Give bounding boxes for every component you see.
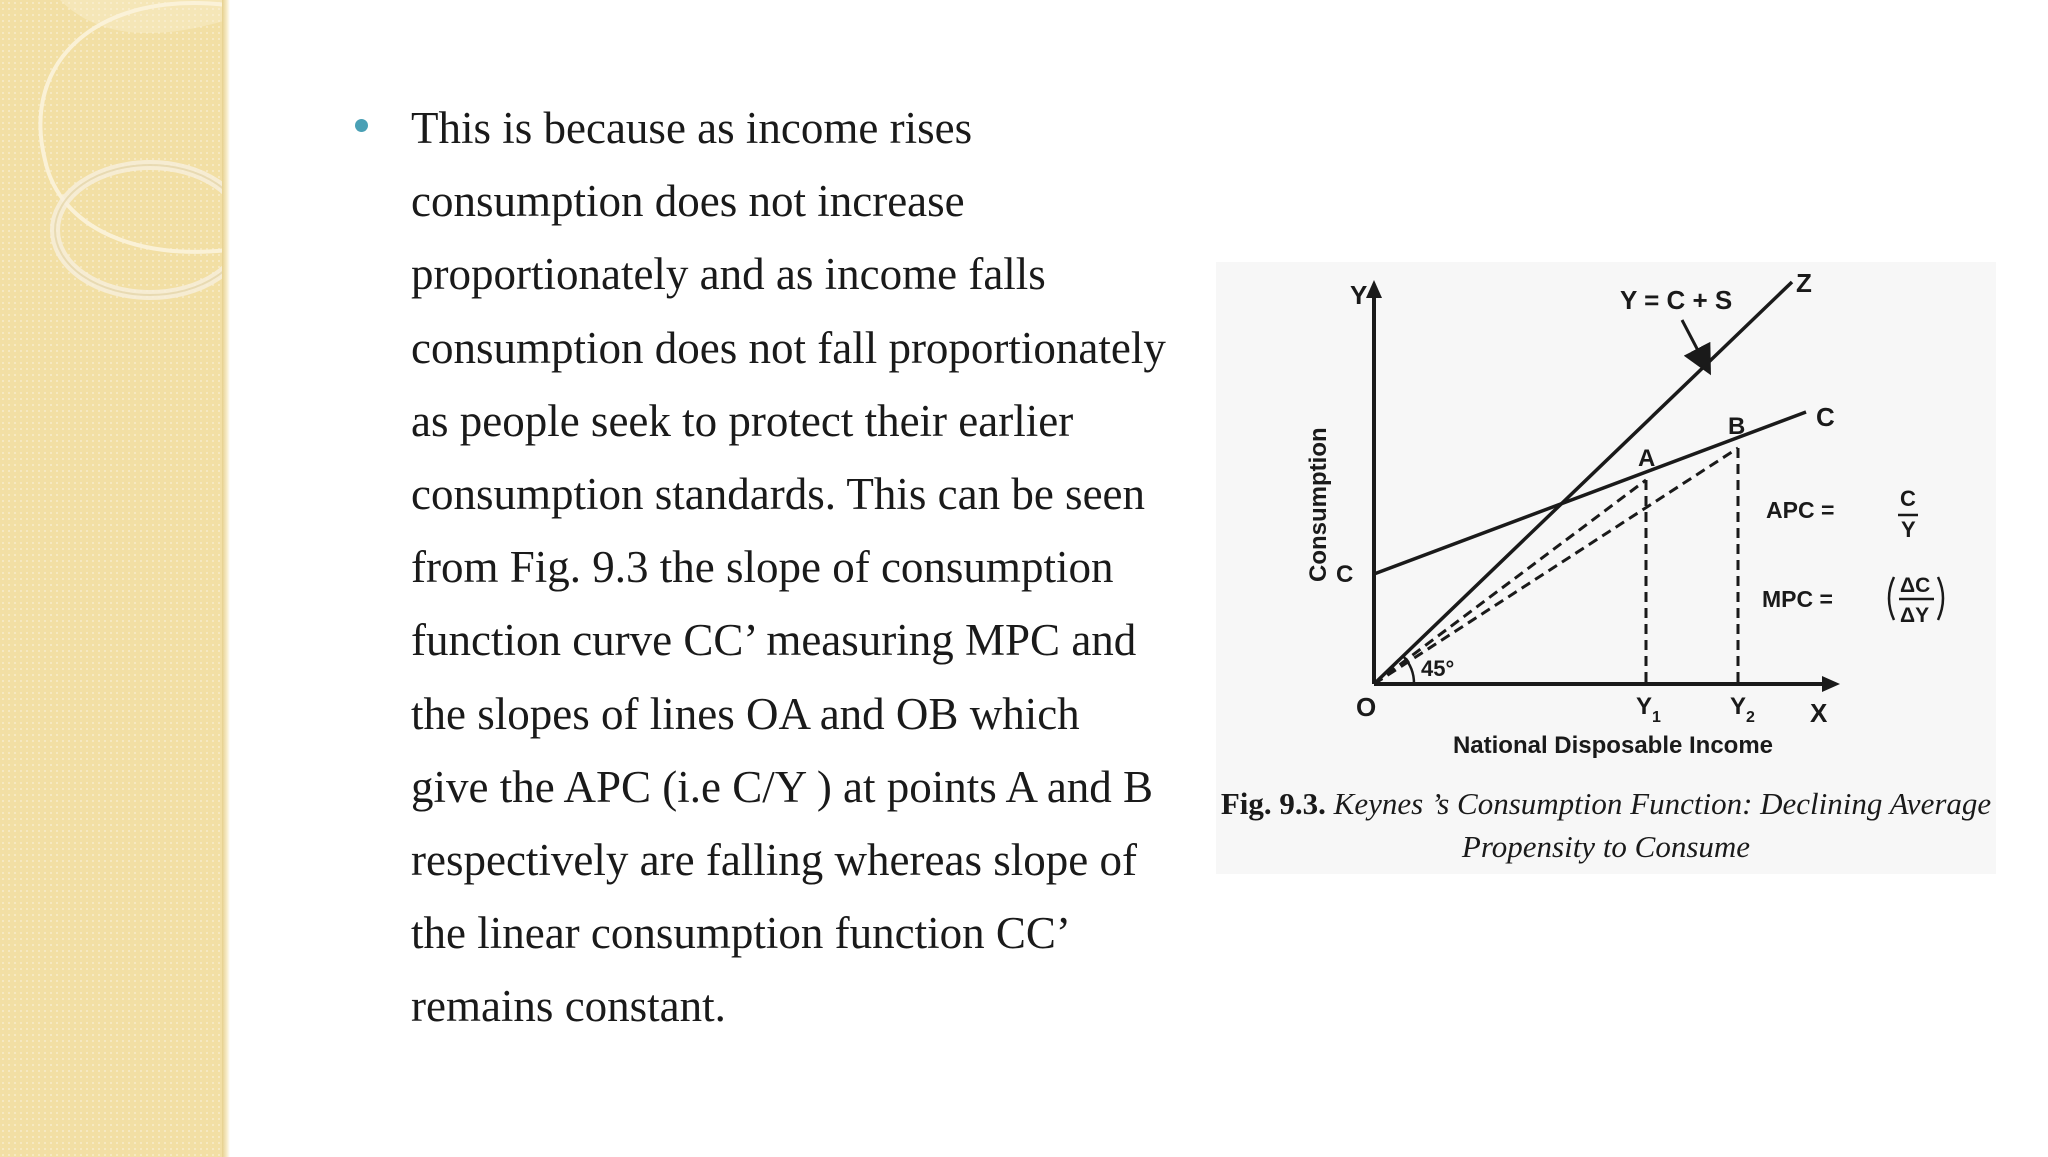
y-axis-letter: Y (1350, 280, 1368, 310)
origin-label: O (1356, 692, 1377, 722)
mpc-left-paren (1889, 577, 1894, 620)
angle-label: 45° (1421, 656, 1455, 681)
ray-ob (1374, 448, 1738, 684)
y-axis-title: Consumption (1305, 427, 1332, 582)
line-c-end-label: C (1816, 402, 1835, 432)
consumption-function-figure (1216, 262, 1996, 874)
intercept-label: C (1336, 561, 1354, 588)
bullet-dot (355, 119, 368, 132)
slide-sidebar-decoration (0, 0, 227, 1157)
apc-label: APC = (1766, 497, 1835, 523)
x-axis-letter: X (1810, 698, 1828, 728)
line-z-label: Y = C + S (1620, 285, 1733, 315)
mpc-numerator: ΔC (1900, 574, 1931, 597)
apc-numerator: C (1900, 486, 1916, 511)
y2-label: $Y_2$ (1730, 693, 1755, 726)
bullet-paragraph: This is because as income rises consumption does not increase proportionately and as income falls consumption does not fall proportionately as people seek to protect their earlier consumption standards. This can be seen from Fig. 9.3 the slope of consumption function curve CC’ measuring MPC and the slopes of lines OA and OB which give the APC (i.e C/Y ) at points A and B respectively are falling whereas slope of the linear consumption function CC’ remains constant. (411, 103, 1166, 1032)
y-axis-arrow (1366, 280, 1382, 298)
line-z-end-label: Z (1796, 268, 1812, 298)
apc-denominator: Y (1901, 517, 1916, 542)
caption-title: Keynes ’s Consumption Function: Declining Average Propensity to Consume (1333, 786, 1992, 864)
x-axis-title: National Disposable Income (1452, 732, 1774, 759)
point-a-label: A (1638, 445, 1656, 472)
y1-label: $Y_1$ (1636, 693, 1661, 726)
figure-caption (1216, 782, 1996, 868)
consumption-function-diagram (1216, 262, 1996, 782)
pointer-arrow (1682, 320, 1704, 362)
mpc-label: MPC = (1762, 586, 1833, 612)
ray-oa (1374, 480, 1646, 684)
mpc-right-paren (1938, 577, 1943, 620)
point-b-label: B (1728, 413, 1746, 440)
caption-label: Fig. 9.3. (1220, 786, 1326, 821)
mpc-denominator: ΔY (1900, 604, 1930, 627)
sidebar-rings (0, 0, 230, 1157)
sidebar-edge (222, 0, 230, 1157)
x-axis-arrow (1822, 676, 1840, 692)
line-45-degree (1374, 282, 1792, 684)
